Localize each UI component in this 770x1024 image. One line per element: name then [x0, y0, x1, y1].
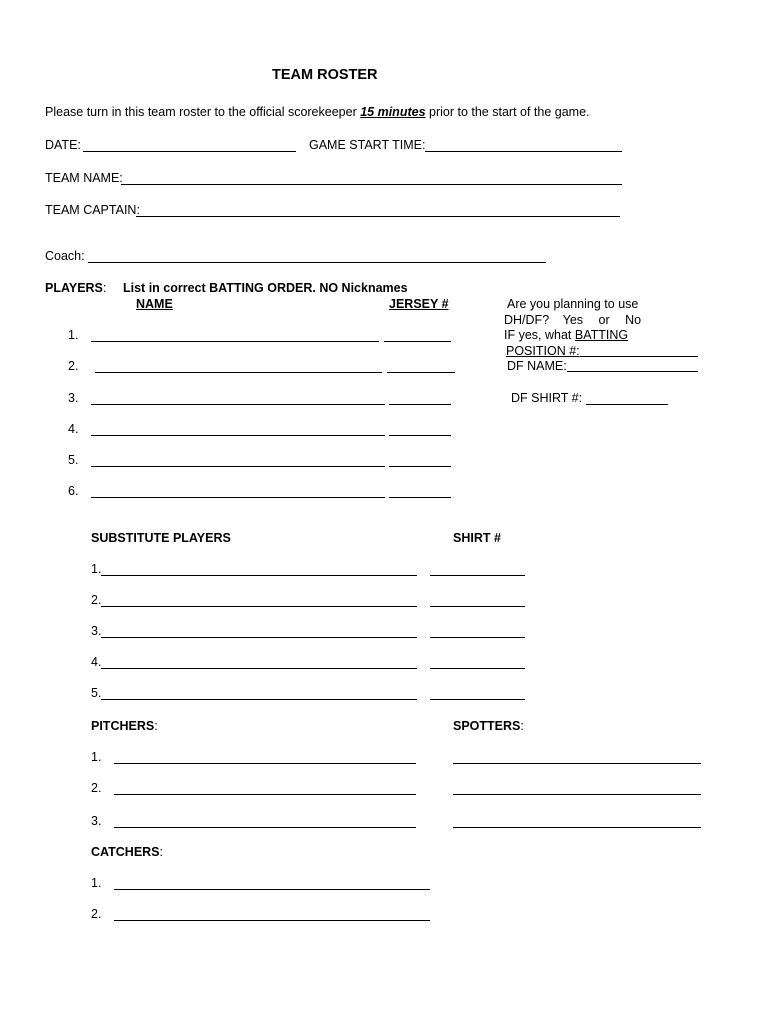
substitute-number: 1.	[91, 562, 102, 576]
df-shirt-label: DF SHIRT #:	[511, 391, 583, 405]
pitcher-name-field[interactable]	[114, 827, 416, 828]
substitute-players-header: SUBSTITUTE PLAYERS	[91, 531, 231, 545]
date-field[interactable]	[83, 151, 296, 152]
pitcher-name-field[interactable]	[114, 763, 416, 764]
catchers-label-text: CATCHERS	[91, 845, 160, 859]
dhdf-question: Are you planning to use	[507, 297, 639, 311]
batting-position-question	[504, 328, 628, 342]
substitute-shirt-field[interactable]	[430, 668, 525, 669]
player-number: 5.	[68, 453, 79, 467]
catcher-number: 2.	[91, 907, 102, 921]
batting-position-question-b: BATTING	[574, 328, 629, 342]
substitute-name-field[interactable]	[101, 637, 417, 638]
player-jersey-field[interactable]	[389, 435, 451, 436]
player-jersey-field[interactable]	[387, 372, 455, 373]
intro-after: prior to the start of the game.	[425, 105, 590, 119]
team-captain-label: TEAM CAPTAIN:	[45, 203, 140, 217]
player-name-field[interactable]	[91, 497, 385, 498]
substitute-shirt-field[interactable]	[430, 606, 525, 607]
substitute-shirt-header: SHIRT #	[453, 531, 501, 545]
player-name-field[interactable]	[91, 435, 385, 436]
df-name-label: DF NAME:	[507, 359, 567, 373]
spotters-label	[453, 719, 524, 733]
player-name-field[interactable]	[91, 341, 379, 342]
player-jersey-field[interactable]	[389, 497, 451, 498]
substitute-shirt-field[interactable]	[430, 575, 525, 576]
game-start-time-field[interactable]	[425, 151, 622, 152]
spotter-name-field[interactable]	[453, 794, 701, 795]
intro-text	[45, 105, 590, 119]
player-number: 3.	[68, 391, 79, 405]
substitute-number: 2.	[91, 593, 102, 607]
intro-before: Please turn in this team roster to the official scorekeeper	[45, 105, 361, 119]
substitute-number: 3.	[91, 624, 102, 638]
batting-position-question-a: IF yes, what	[504, 328, 575, 342]
players-label-text: PLAYERS	[45, 281, 103, 295]
catchers-label	[91, 845, 163, 859]
dhdf-or: or	[598, 313, 610, 327]
dhdf-label: DH/DF?	[504, 313, 550, 327]
substitute-shirt-field[interactable]	[430, 699, 525, 700]
substitute-number: 5.	[91, 686, 102, 700]
substitute-name-field[interactable]	[101, 668, 417, 669]
date-label: DATE:	[45, 138, 81, 152]
pitcher-number: 2.	[91, 781, 102, 795]
coach-field[interactable]	[88, 262, 546, 263]
intro-emphasis: 15 minutes	[360, 105, 426, 119]
df-name-field[interactable]	[567, 371, 698, 372]
pitchers-label	[91, 719, 158, 733]
players-instruction: List in correct BATTING ORDER. NO Nicknames	[123, 281, 408, 295]
player-name-field[interactable]	[95, 372, 382, 373]
player-jersey-field[interactable]	[389, 404, 451, 405]
player-number: 4.	[68, 422, 79, 436]
name-column-header: NAME	[136, 297, 173, 311]
substitute-number: 4.	[91, 655, 102, 669]
catcher-number: 1.	[91, 876, 102, 890]
players-label	[45, 281, 106, 295]
spotters-colon: :	[520, 719, 524, 733]
player-jersey-field[interactable]	[389, 466, 451, 467]
player-number: 2.	[68, 359, 79, 373]
player-name-field[interactable]	[91, 466, 385, 467]
player-jersey-field[interactable]	[384, 341, 451, 342]
substitute-name-field[interactable]	[101, 575, 417, 576]
coach-label: Coach:	[45, 249, 85, 263]
pitcher-name-field[interactable]	[114, 794, 416, 795]
players-colon: :	[102, 281, 107, 295]
game-start-time-label: GAME START TIME:	[309, 138, 426, 152]
substitute-shirt-field[interactable]	[430, 637, 525, 638]
pitchers-colon: :	[154, 719, 158, 733]
catcher-name-field[interactable]	[114, 920, 430, 921]
substitute-name-field[interactable]	[101, 606, 417, 607]
pitcher-number: 1.	[91, 750, 102, 764]
team-name-field[interactable]	[121, 184, 622, 185]
spotter-name-field[interactable]	[453, 827, 701, 828]
pitchers-label-text: PITCHERS	[91, 719, 155, 733]
df-shirt-field[interactable]	[586, 404, 668, 405]
substitute-name-field[interactable]	[101, 699, 417, 700]
player-number: 1.	[68, 328, 79, 342]
team-captain-field[interactable]	[136, 216, 620, 217]
player-name-field[interactable]	[91, 404, 385, 405]
catcher-name-field[interactable]	[114, 889, 430, 890]
page-title: TEAM ROSTER	[272, 67, 378, 83]
jersey-column-header: JERSEY #	[389, 297, 449, 311]
spotter-name-field[interactable]	[453, 763, 701, 764]
player-number: 6.	[68, 484, 79, 498]
dhdf-yes-option[interactable]: Yes	[562, 313, 584, 327]
spotters-label-text: SPOTTERS	[453, 719, 521, 733]
batting-position-field[interactable]	[580, 356, 698, 357]
dhdf-line-2	[504, 313, 641, 327]
pitcher-number: 3.	[91, 814, 102, 828]
catchers-colon: :	[159, 845, 164, 859]
team-name-label: TEAM NAME:	[45, 171, 123, 185]
batting-position-label: POSITION #:	[506, 344, 580, 358]
dhdf-no-option[interactable]: No	[625, 313, 642, 327]
